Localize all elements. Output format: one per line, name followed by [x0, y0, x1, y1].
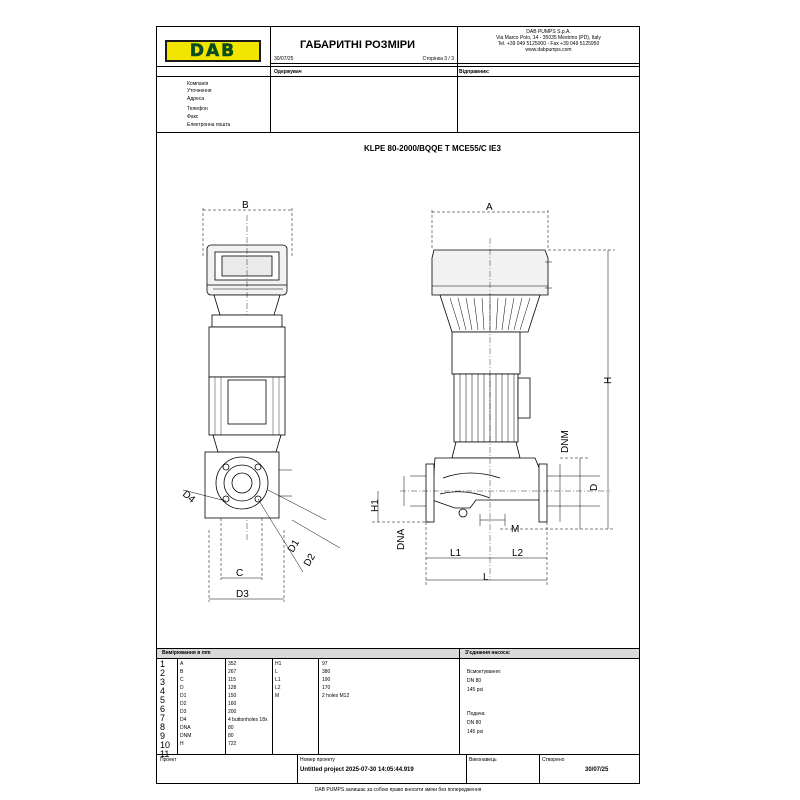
company-name: DAB PUMPS S.p.A. — [526, 29, 571, 35]
label-d: D — [589, 483, 600, 491]
divider — [177, 658, 178, 754]
label-l1: L1 — [450, 548, 462, 559]
discharge-label: Подача: — [467, 711, 486, 717]
disclaimer: DAB PUMPS залишає за собою право вносити зміни без попередження — [314, 787, 482, 793]
dim-values-col2: 97 380 190 170 2 holes M12 — [322, 661, 350, 699]
label-d4: D4 — [180, 488, 197, 506]
label-m: M — [511, 524, 520, 535]
divider — [466, 754, 467, 784]
table-header-bar — [157, 649, 639, 658]
company-website: www.dabpumps.com — [525, 47, 572, 53]
divider — [297, 754, 298, 784]
suction-label: Всмоктування: — [467, 669, 502, 675]
label-l2: L2 — [512, 548, 524, 559]
field-address: Адреса — [187, 96, 205, 102]
divider — [156, 658, 640, 659]
field-fax: Факс — [187, 114, 199, 120]
divider — [156, 76, 640, 77]
product-name: KLPE 80-2000/BQQE T MCE55/C IE3 — [364, 144, 501, 153]
divider — [270, 26, 271, 132]
dim-names-col2: H1 L L1 L2 M — [275, 661, 282, 699]
field-company: Компанія — [187, 81, 209, 87]
project-number: Untitled project 2025-07-30 14:05:44.919 — [300, 767, 414, 773]
divider — [539, 754, 540, 784]
divider — [156, 66, 640, 67]
divider — [459, 648, 460, 754]
divider — [272, 658, 273, 754]
recipient-label: Одержувач — [274, 69, 302, 75]
dim-values-col1: 352 267 115 128 150 160 200 4 buttonholes 18x 80 80 722 — [228, 661, 268, 747]
label-c: C — [236, 568, 244, 579]
project-number-label: Номер проекту — [300, 757, 335, 763]
dimensions-header: Вимірювання в mm — [162, 650, 211, 656]
dab-logo: DAB — [165, 40, 261, 62]
dim-names-col1: A B C D D1 D2 D3 D4 DNA DNM H — [180, 661, 192, 747]
field-phone: Телефон — [187, 106, 208, 112]
label-dna: DNA — [396, 528, 407, 550]
suction-dn: DN 80 — [467, 678, 482, 684]
suction-psi: 145 psi — [467, 687, 484, 693]
company-phone: Tel. +39 049 5125000 - Fax +39 049 5125950 — [497, 41, 600, 47]
label-a: A — [486, 202, 493, 213]
divider — [225, 658, 226, 754]
label-d2: D2 — [302, 551, 318, 569]
row-numbers: 1 2 3 4 5 6 7 8 9 10 11 — [160, 659, 171, 759]
divider — [318, 658, 319, 754]
connections-header: З'єднання насоса: — [465, 650, 511, 656]
label-dnm: DNM — [560, 430, 571, 453]
label-l: L — [483, 572, 489, 583]
divider — [270, 63, 640, 64]
dimensional-drawing — [156, 190, 640, 610]
page-number: Сторінка 3 / 3 — [422, 56, 454, 62]
divider — [156, 132, 640, 133]
project-label: Проект — [160, 757, 177, 763]
created-label: Створено — [542, 757, 565, 763]
header-date: 30/07/25 — [274, 56, 294, 62]
label-d1: D1 — [286, 537, 302, 555]
label-h1: H1 — [370, 499, 381, 512]
divider — [156, 754, 640, 755]
sender-label: Відправник: — [459, 69, 490, 75]
company-address: Via Marco Polo, 14 - 35035 Mestrino (PD), Italy — [496, 35, 601, 41]
field-clarification: Уточнення — [187, 88, 212, 94]
executor-label: Виконавець — [469, 757, 497, 763]
label-h: H — [603, 376, 614, 384]
field-email: Електронна пошта — [187, 122, 231, 128]
page-title: ГАБАРИТНІ РОЗМІРИ — [300, 39, 416, 51]
label-d3: D3 — [236, 589, 249, 600]
label-b: B — [242, 200, 249, 211]
discharge-psi: 145 psi — [467, 729, 484, 735]
created-date: 30/07/25 — [585, 767, 609, 773]
discharge-dn: DN 80 — [467, 720, 482, 726]
